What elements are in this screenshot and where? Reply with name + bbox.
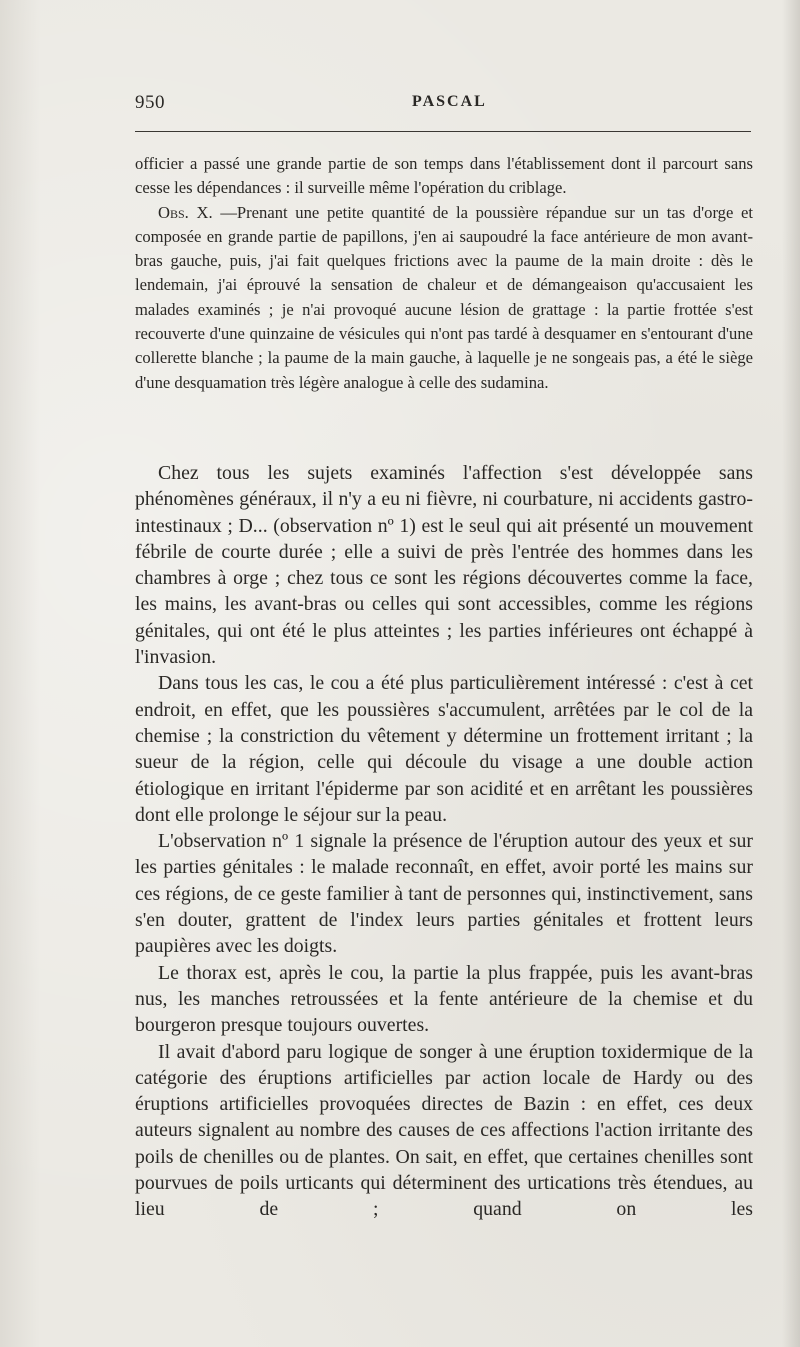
page-right-shadow [782,0,800,1347]
body-paragraph-5: Il avait d'abord paru logique de songer à une éruption toxidermique de la catégorie des éruptions artificielles par action locale de Hardy ou des éruptions artificielles provoquées directes de Bazin : en effet, ces deux auteurs signalent au nombre des causes de ces affections l'action irritante des poils de chenilles ou de plantes. On sait, en effet, que certaines chenilles sont pourvues de poils urticants qui déterminent des urtications très étendues, au lieu de ; quand on les [135,1040,753,1221]
note-paragraph-1: officier a passé une grande partie de son temps dans l'établissement dont il parcourt sans cesse les dépendances : il surveille même l'opération du criblage. [135,154,753,198]
observation-label: Obs. X. — [158,202,237,222]
body-paragraph-3: L'observation nº 1 signale la présence de l'éruption autour des yeux et sur les parties génitales : le malade reconnaît, en effet, avoir porté les mains sur ces régions, de ce geste familier à tant de personnes qui, instinctivement, sans s'en douter, grattent de l'index leurs parties génitales et frottent leurs paupières avec les doigts. [135,830,753,958]
header-rule [135,131,751,132]
body-paragraph-1: Chez tous les sujets examinés l'affection s'est développée sans phénomènes généraux, il n'y a eu ni fièvre, ni courbature, ni accidents gastro-intestinaux ; D... (observation nº 1) est le seul qui ait présenté un mouvement fébrile de courte durée ; elle a suivi de près l'entrée des hommes dans les chambres à orge ; chez tous ce sont les régions découvertes comme la face, les mains, les avant-bras ou celles qui sont accessibles, comme les régions génitales, qui ont été le plus atteintes ; les parties inférieures ont échappé à l'invasion. [135,462,753,669]
observation-note [135,152,753,395]
note-paragraph-2-text: Prenant une petite quantité de la poussière répandue sur un tas d'orge et composée en grande partie de papillons, j'en ai saupoudré la face antérieure de mon avant-bras gauche, puis, j'ai fait quelques frictions avec la paume de la main droite : dès le lendemain, j'ai éprouvé la sensation de chaleur et de démangeaison qu'accusaient les malades examinés ; je n'ai provoqué aucune lésion de grattage : la partie frottée s'est recouverte d'une quinzaine de vésicules qui n'ont pas tardé à desquamer en s'entourant d'une collerette blanche ; la paume de la main gauche, à laquelle je ne songeais pas, a été le siège d'une desquamation très légère analogue à celle des sudamina. [135,202,753,392]
body-paragraph-2: Dans tous les cas, le cou a été plus particulièrement intéressé : c'est à cet endroit, en effet, que les poussières s'accumulent, arrêtées par le col de la chemise ; la constriction du vêtement y détermine un frottement irritant ; la sueur de la région, celle qui découle du visage a une double action étiologique en irritant l'épiderme par son acidité et en arrêtant les poussières dont elle prolonge le séjour sur la peau. [135,672,753,826]
page-left-shadow [0,0,40,1347]
main-text [135,460,753,1223]
note-paragraph-2 [135,201,753,395]
running-head [135,92,751,118]
body-paragraph-4: Le thorax est, après le cou, la partie la plus frappée, puis les avant-bras nus, les manches retroussées et la fente antérieure de la chemise et du bourgeron presque toujours ouvertes. [135,961,753,1037]
page-number: 950 [135,92,165,113]
running-title: PASCAL [412,93,487,110]
